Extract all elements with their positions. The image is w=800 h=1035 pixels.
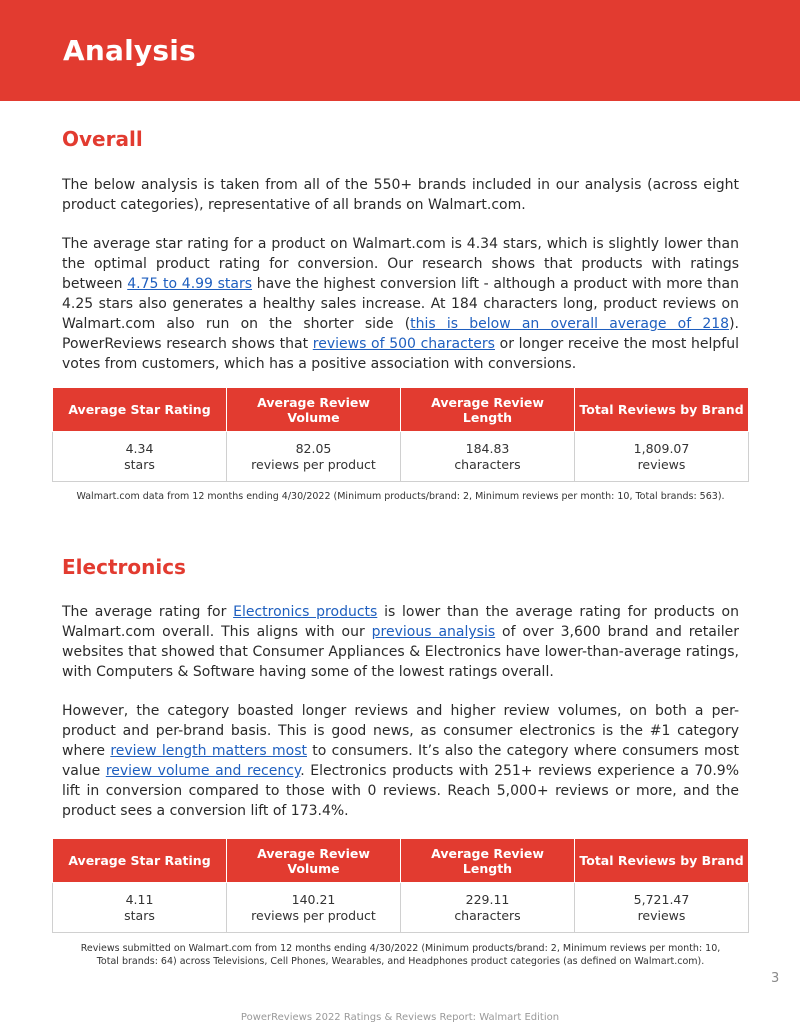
- cell-total-reviews-by-brand: [575, 883, 749, 933]
- electronics-paragraph-2: [62, 701, 739, 821]
- link-4-75-to-4-99-stars[interactable]: 4.75 to 4.99 stars: [127, 276, 253, 292]
- electronics-stats-table: [52, 838, 749, 933]
- text-run: is lower than the average rating for products on Walmart.com overall. This aligns with our: [62, 604, 739, 640]
- section-title-electronics: Electronics: [62, 555, 186, 579]
- page-number: 3: [771, 971, 780, 986]
- cell-unit: reviews: [637, 907, 686, 923]
- overall-paragraph-1: The below analysis is taken from all of the 550+ brands included in our analysis (across eight product categories), representative of all brands on Walmart.com.: [62, 177, 739, 213]
- cell-avg-star-rating: [53, 432, 227, 482]
- header-avg-review-volume: Average Review Volume: [227, 839, 401, 883]
- link-review-volume-and-recency[interactable]: review volume and recency: [105, 763, 301, 779]
- text-run: . Electronics products with 251+ reviews experience a 70.9% lift in conversion compared to those with 0 reviews. Reach 5,000+ reviews or more, and the product sees a conversion lift of 173.4%.: [62, 763, 739, 819]
- header-avg-review-length: Average Review Length: [401, 388, 575, 432]
- cell-unit: reviews: [637, 456, 686, 472]
- text-run: However, the category boasted longer reviews and higher review volumes, on both a per-product and per-brand basis. This is good news, as consumer electronics is the #1 category where: [62, 703, 739, 759]
- header-avg-star-rating: Average Star Rating: [53, 839, 227, 883]
- cell-unit: stars: [124, 907, 155, 923]
- cell-value: 1,809.07: [633, 440, 690, 456]
- text-run: The average star rating for a product on Walmart.com is 4.34 stars, which is slightly lower than the optimal product rating for conversion. Our research shows that products with ratings between: [62, 236, 739, 292]
- table-row: [53, 432, 749, 482]
- footnote-line: Total brands: 64) across Televisions, Cell Phones, Wearables, and Headphones product categories (as defined on Walmart.com).: [96, 956, 705, 967]
- text-run: ). PowerReviews research shows that: [62, 316, 739, 352]
- cell-unit: characters: [454, 907, 521, 923]
- cell-value: 4.11: [125, 891, 154, 907]
- text-run: have the highest conversion lift - although a product with more than 4.25 stars also generates a healthy sales increase. At 184 characters long, product reviews on Walmart.com also run on the shorter side (: [62, 276, 739, 332]
- overall-table-footnote: Walmart.com data from 12 months ending 4/30/2022 (Minimum products/brand: 2, Minimum reviews per month: 10, Total brands: 563).: [76, 491, 725, 502]
- cell-value: 4.34: [125, 440, 154, 456]
- cell-avg-review-length: [401, 883, 575, 933]
- header-band: [0, 0, 800, 101]
- cell-value: 5,721.47: [633, 891, 690, 907]
- table-row: [53, 883, 749, 933]
- link-review-length-matters-most[interactable]: review length matters most: [110, 743, 307, 759]
- electronics-table-footnote: [52, 942, 749, 968]
- link-reviews-500-characters[interactable]: reviews of 500 characters: [312, 336, 495, 352]
- footnote-line: Reviews submitted on Walmart.com from 12 months ending 4/30/2022 (Minimum products/brand: 2, Minimum reviews per month: 10,: [80, 943, 721, 954]
- cell-total-reviews-by-brand: [575, 432, 749, 482]
- link-previous-analysis[interactable]: previous analysis: [371, 624, 496, 640]
- electronics-paragraph-1: [62, 602, 739, 682]
- cell-unit: stars: [124, 456, 155, 472]
- header-avg-review-length: Average Review Length: [401, 839, 575, 883]
- text-run: to consumers. It’s also the category where consumers most value: [62, 743, 739, 779]
- text-run: or longer receive the most helpful votes from customers, which has a positive association with conversions.: [62, 336, 739, 372]
- cell-unit: reviews per product: [251, 907, 376, 923]
- cell-avg-review-volume: [227, 432, 401, 482]
- text-run: of over 3,600 brand and retailer websites that showed that Consumer Appliances & Electronics have lower-than-average ratings, with Computers & Software having some of the lowest ratings overall.: [62, 624, 740, 680]
- cell-value: 140.21: [291, 891, 336, 907]
- table-header-row: [53, 839, 749, 883]
- overall-stats-table: [52, 387, 749, 482]
- text-run: The average rating for: [62, 604, 234, 620]
- overall-paragraph-2: [62, 234, 739, 374]
- link-electronics-products[interactable]: Electronics products: [233, 604, 378, 620]
- cell-avg-review-length: [401, 432, 575, 482]
- cell-unit: reviews per product: [251, 456, 376, 472]
- link-overall-average-218[interactable]: this is below an overall average of 218: [410, 316, 730, 332]
- cell-value: 229.11: [465, 891, 510, 907]
- header-total-reviews-by-brand: Total Reviews by Brand: [575, 388, 749, 432]
- header-avg-star-rating: Average Star Rating: [53, 388, 227, 432]
- section-title-overall: Overall: [62, 127, 143, 151]
- cell-value: 82.05: [295, 440, 332, 456]
- cell-avg-star-rating: [53, 883, 227, 933]
- cell-unit: characters: [454, 456, 521, 472]
- header-avg-review-volume: Average Review Volume: [227, 388, 401, 432]
- page-title: Analysis: [63, 34, 196, 67]
- header-total-reviews-by-brand: Total Reviews by Brand: [575, 839, 749, 883]
- page-footer: PowerReviews 2022 Ratings & Reviews Report: Walmart Edition: [240, 1012, 560, 1023]
- table-header-row: [53, 388, 749, 432]
- cell-value: 184.83: [465, 440, 510, 456]
- cell-avg-review-volume: [227, 883, 401, 933]
